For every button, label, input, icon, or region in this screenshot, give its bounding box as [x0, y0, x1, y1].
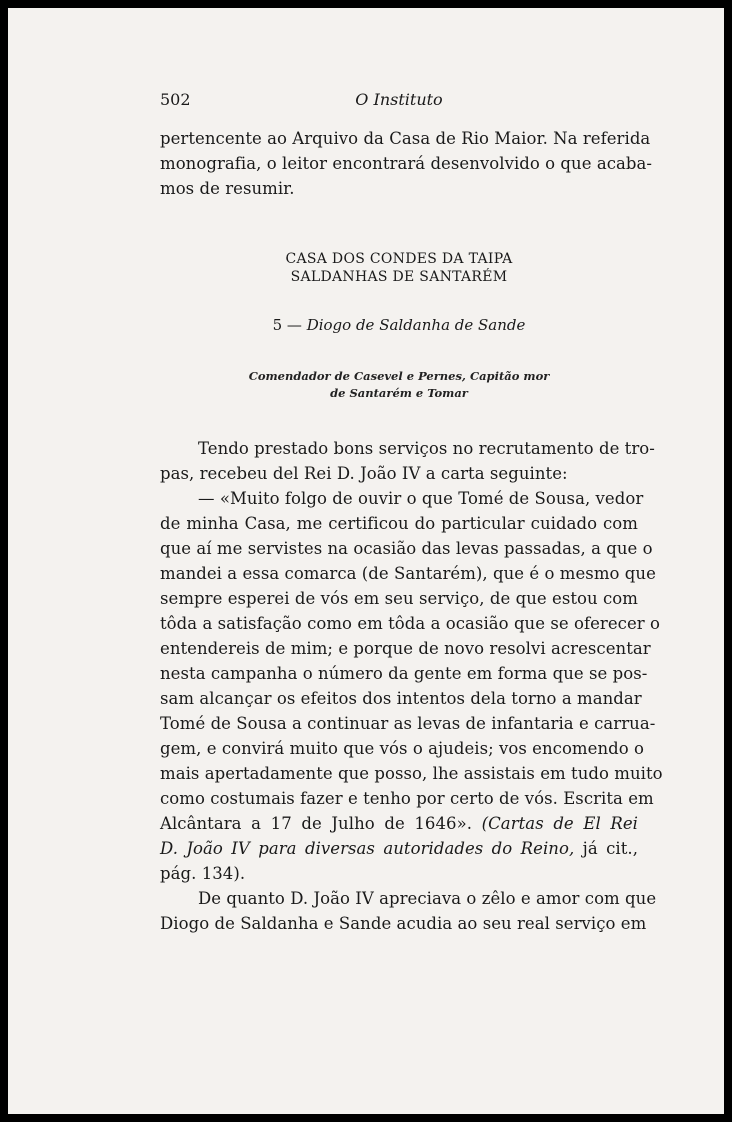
page-header [160, 90, 638, 114]
page-number: 502 [160, 90, 191, 109]
citation-line [160, 811, 638, 836]
citation-source: D. João IV para diversas autoridades do Reino, [160, 839, 575, 858]
citation-ref: já cit., [582, 839, 638, 858]
text-line: entendereis de mim; e porque de novo resolvi acrescentar [160, 639, 651, 658]
body-paragraph [160, 436, 663, 936]
entry-heading [160, 316, 638, 334]
citation-date: Alcântara a 17 de Julho de 1646». [160, 814, 473, 833]
text-line: De quanto D. João IV apreciava o zêlo e amor com que [198, 889, 657, 908]
intro-paragraph [160, 126, 653, 201]
text-line: sam alcançar os efeitos dos intentos dela torno a mandar [160, 689, 642, 708]
citation-line [160, 836, 638, 861]
text-line: Tendo prestado bons serviços no recrutamento de tro- [198, 439, 655, 458]
text-line: tôda a satisfação como em tôda a ocasião que se oferecer o [160, 614, 660, 633]
text-line: — «Muito folgo de ouvir o que Tomé de Sousa, vedor [198, 489, 644, 508]
citation-page: pág. 134). [160, 864, 246, 883]
text-line: mos de resumir. [160, 179, 295, 198]
text-line: Diogo de Saldanha e Sande acudia ao seu real serviço em [160, 914, 647, 933]
section-heading-line: SALDANHAS DE SANTARÉM [290, 269, 508, 285]
text-line: monografia, o leitor encontrará desenvolvido o que acaba- [160, 154, 653, 173]
text-line: gem, e convirá muito que vós o ajudeis; vos encomendo o [160, 739, 644, 758]
running-title: O Instituto [355, 90, 443, 109]
entry-titles [160, 368, 638, 402]
text-line: mandei a essa comarca (de Santarém), que é o mesmo que [160, 564, 656, 583]
entry-titles-line: de Santarém e Tomar [330, 386, 468, 400]
section-heading [160, 250, 638, 286]
entry-titles-line: Comendador de Casevel e Pernes, Capitão mor [248, 369, 550, 383]
document-page [8, 8, 724, 1114]
text-line: mais apertadamente que posso, lhe assistais em tudo muito [160, 764, 663, 783]
text-line: que aí me servistes na ocasião das levas passadas, a que o [160, 539, 653, 558]
section-heading-line: CASA DOS CONDES DA TAIPA [285, 251, 513, 267]
text-line: de minha Casa, me certificou do particular cuidado com [160, 514, 638, 533]
text-line: pertencente ao Arquivo da Casa de Rio Maior. Na referida [160, 129, 651, 148]
text-line: nesta campanha o número da gente em forma que se pos- [160, 664, 648, 683]
text-line: sempre esperei de vós em seu serviço, de que estou com [160, 589, 638, 608]
text-line: como costumais fazer e tenho por certo de vós. Escrita em [160, 789, 654, 808]
citation-source: (Cartas de El Rei [481, 814, 639, 833]
entry-name: Diogo de Saldanha de Sande [306, 316, 526, 334]
text-line: pas, recebeu del Rei D. João IV a carta seguinte: [160, 464, 568, 483]
text-line: Tomé de Sousa a continuar as levas de infantaria e carrua- [160, 714, 656, 733]
entry-number: 5 — [272, 316, 302, 334]
